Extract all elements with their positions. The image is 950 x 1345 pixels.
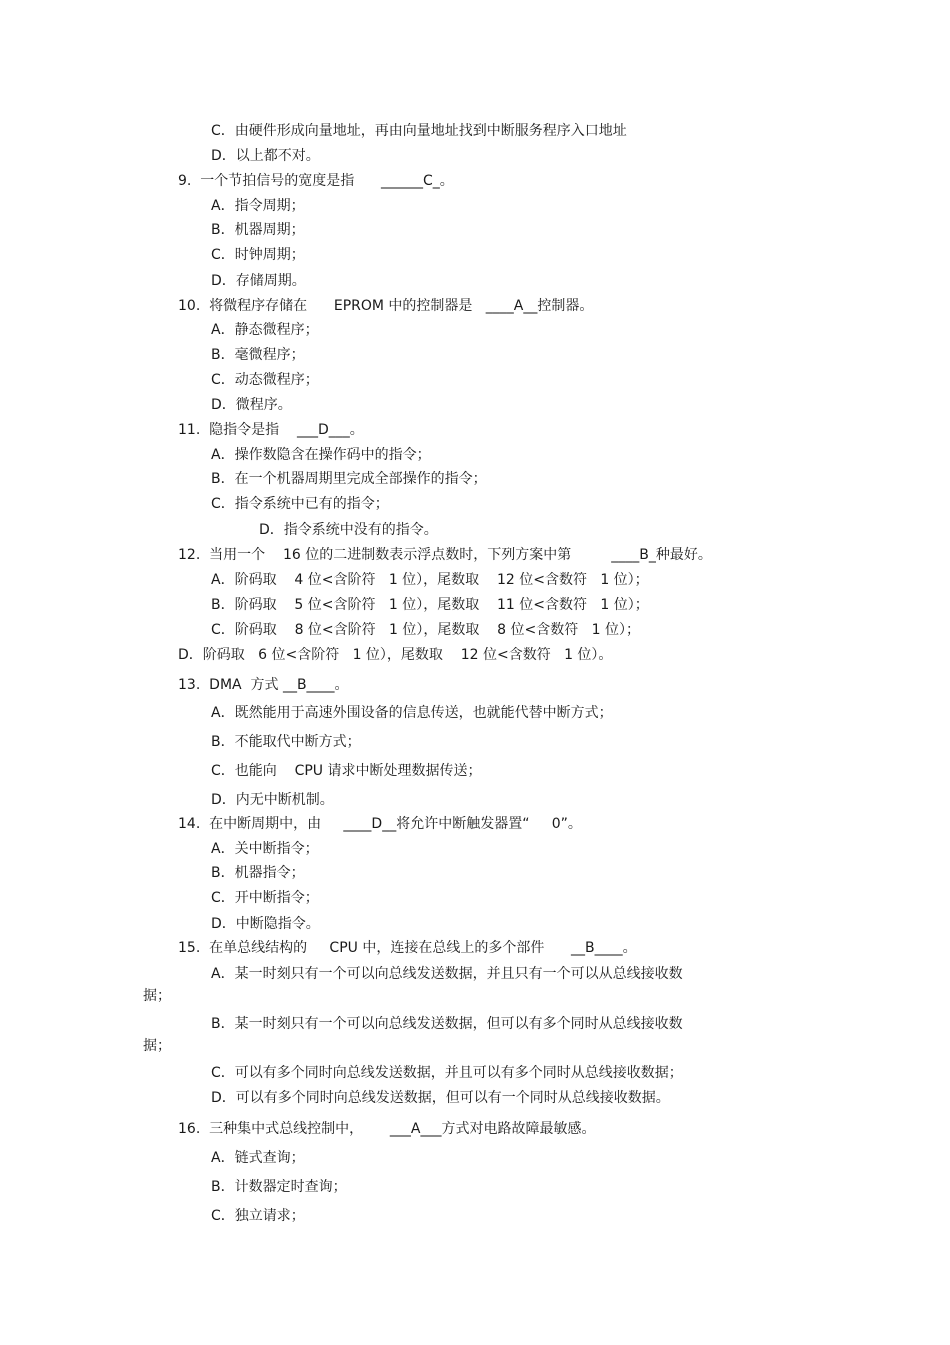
- q13-option-c: C．也能向 CPU 请求中断处理数据传送；: [211, 763, 482, 779]
- q13-option-a: A．既然能用于高速外围设备的信息传送，也就能代替中断方式；: [211, 705, 613, 721]
- q12-option-d: D．阶码取 6 位<含阶符 1 位），尾数取 12 位<含数符 1 位）。: [178, 647, 613, 663]
- q9-option-c: C．时钟周期；: [211, 247, 305, 263]
- q13-option-d: D．内无中断机制。: [211, 792, 334, 808]
- q12-question: 12. 当用一个 16 位的二进制数表示浮点数时，下列方案中第 ____B_种最好。: [178, 547, 712, 563]
- q15-option-c: C．可以有多个同时向总线发送数据，并且可以有多个同时从总线接收数据；: [211, 1065, 683, 1081]
- q14-option-d: D．中断隐指令。: [211, 916, 320, 932]
- q15-option-a: A．某一时刻只有一个可以向总线发送数据，并且只有一个可以从总线接收数: [211, 966, 683, 982]
- q16-question: 16. 三种集中式总线控制中， ___A___方式对电路故障最敏感。: [178, 1121, 596, 1137]
- q10-option-a: A．静态微程序；: [211, 322, 319, 338]
- q14-question: 14. 在中断周期中，由 ____D__将允许中断触发器置“ 0”。: [178, 816, 582, 832]
- q9-option-a: A．指令周期；: [211, 198, 305, 214]
- q12-option-b: B．阶码取 5 位<含阶符 1 位），尾数取 11 位<含数符 1 位）；: [211, 597, 649, 613]
- q16-option-a: A．链式查询；: [211, 1150, 305, 1166]
- q13-question: 13. DMA 方式 __B____。: [178, 677, 349, 693]
- q15-option-a-wrap: 据；: [143, 988, 171, 1004]
- q10-option-b: B．毫微程序；: [211, 347, 305, 363]
- q15-option-d: D．可以有多个同时向总线发送数据，但可以有一个同时从总线接收数据。: [211, 1090, 670, 1106]
- q9-option-d: D．存储周期。: [211, 273, 306, 289]
- q10-question: 10. 将微程序存储在 EPROM 中的控制器是 ____A__控制器。: [178, 298, 594, 314]
- q11-option-b: B．在一个机器周期里完成全部操作的指令；: [211, 471, 487, 487]
- q11-option-a: A．操作数隐含在操作码中的指令；: [211, 447, 431, 463]
- q14-option-c: C．开中断指令；: [211, 890, 319, 906]
- q8-option-d: D．以上都不对。: [211, 148, 320, 164]
- q10-option-d: D．微程序。: [211, 397, 292, 413]
- q10-option-c: C．动态微程序；: [211, 372, 319, 388]
- q11-option-d: D．指令系统中没有的指令。: [259, 522, 438, 538]
- q15-option-b-wrap: 据；: [143, 1038, 171, 1054]
- q9-option-b: B．机器周期；: [211, 222, 305, 238]
- q12-option-a: A．阶码取 4 位<含阶符 1 位），尾数取 12 位<含数符 1 位）；: [211, 572, 649, 588]
- q9-question: 9. 一个节拍信号的宽度是指 ______C_。: [178, 173, 454, 189]
- q16-option-c: C．独立请求；: [211, 1208, 305, 1224]
- q14-option-a: A．关中断指令；: [211, 841, 319, 857]
- q11-question: 11. 隐指令是指 ___D___。: [178, 422, 364, 438]
- q15-question: 15. 在单总线结构的 CPU 中，连接在总线上的多个部件 __B____。: [178, 940, 637, 956]
- q8-option-c: C．由硬件形成向量地址，再由向量地址找到中断服务程序入口地址: [211, 123, 627, 139]
- q12-option-c: C．阶码取 8 位<含阶符 1 位），尾数取 8 位<含数符 1 位）；: [211, 622, 640, 638]
- q14-option-b: B．机器指令；: [211, 865, 305, 881]
- q13-option-b: B．不能取代中断方式；: [211, 734, 361, 750]
- q15-option-b: B．某一时刻只有一个可以向总线发送数据，但可以有多个同时从总线接收数: [211, 1016, 683, 1032]
- q16-option-b: B．计数器定时查询；: [211, 1179, 347, 1195]
- q11-option-c: C．指令系统中已有的指令；: [211, 496, 389, 512]
